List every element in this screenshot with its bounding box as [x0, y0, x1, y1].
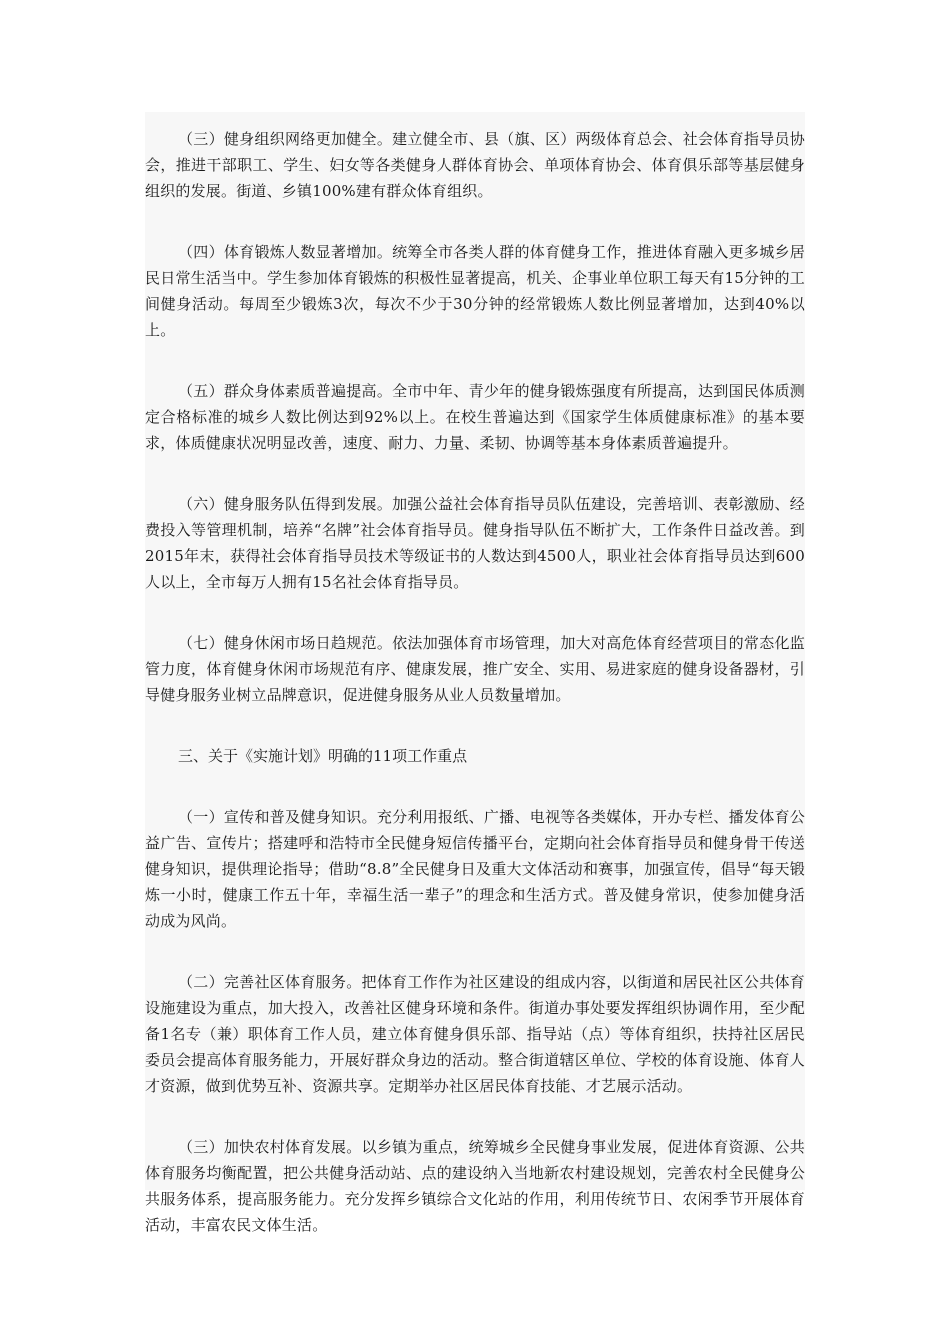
- spacer: [145, 769, 805, 804]
- paragraph-organization-network: （三）健身组织网络更加健全。建立健全市、县（旗、区）两级体育总会、社会体育指导员协会，推进干部职工、学生、妇女等各类健身人群体育协会、单项体育协会、体育俱乐部等基层健身组织的发展。街道、乡镇100%建有群众体育组织。: [145, 130, 805, 200]
- spacer: [145, 708, 805, 743]
- spacer: [145, 112, 805, 126]
- spacer: [145, 343, 805, 378]
- spacer: [145, 204, 805, 239]
- paragraph-rural-sports: （三）加快农村体育发展。以乡镇为重点，统筹城乡全民健身事业发展，促进体育资源、公共体育服务均衡配置，把公共健身活动站、点的建设纳入当地新农村建设规划，完善农村全民健身公共服务体系，提高服务能力。充分发挥乡镇综合文化站的作用，利用传统节日、农闲季节开展体育活动，丰富农民文体生活。: [145, 1138, 805, 1234]
- document-page: [145, 112, 805, 1234]
- document-body: [145, 112, 805, 1238]
- paragraph-service-team: （六）健身服务队伍得到发展。加强公益社会体育指导员队伍建设，完善培训、表彰激励、经费投入等管理机制，培养“名牌”社会体育指导员。健身指导队伍不断扩大，工作条件日益改善。到2015年末，获得社会体育指导员技术等级证书的人数达到4500人，职业社会体育指导员达到600人以上，全市每万人拥有15名社会体育指导员。: [145, 495, 805, 591]
- spacer: [145, 456, 805, 491]
- spacer: [145, 1099, 805, 1134]
- paragraph-exercise-participation: （四）体育锻炼人数显著增加。统筹全市各类人群的体育健身工作，推进体育融入更多城乡居民日常生活当中。学生参加体育锻炼的积极性显著提高，机关、企事业单位职工每天有15分钟的工间健身活动。每周至少锻炼3次，每次不少于30分钟的经常锻炼人数比例显著增加，达到40%以上。: [145, 243, 805, 339]
- paragraph-physical-fitness: （五）群众身体素质普遍提高。全市中年、青少年的健身锻炼强度有所提高，达到国民体质测定合格标准的城乡人数比例达到92%以上。在校生普遍达到《国家学生体质健康标准》的基本要求，体质健康状况明显改善，速度、耐力、力量、柔韧、协调等基本身体素质普遍提升。: [145, 382, 805, 452]
- section-heading: 三、关于《实施计划》明确的11项工作重点: [178, 747, 468, 765]
- spacer: [145, 934, 805, 969]
- paragraph-promotion: （一）宣传和普及健身知识。充分利用报纸、广播、电视等各类媒体，开办专栏、播发体育公益广告、宣传片；搭建呼和浩特市全民健身短信传播平台，定期向社会体育指导员和健身骨干传送健身知识，提供理论指导；借助“8.8”全民健身日及重大文体活动和赛事，加强宣传，倡导“每天锻炼一小时，健康工作五十年，幸福生活一辈子”的理念和生活方式。普及健身常识，使参加健身活动成为风尚。: [145, 808, 805, 930]
- paragraph-community-sports: （二）完善社区体育服务。把体育工作作为社区建设的组成内容，以街道和居民社区公共体育设施建设为重点，加大投入，改善社区健身环境和条件。街道办事处要发挥组织协调作用，至少配备1名专（兼）职体育工作人员，建立体育健身俱乐部、指导站（点）等体育组织，扶持社区居民委员会提高体育服务能力，开展好群众身边的活动。整合街道辖区单位、学校的体育设施、体育人才资源，做到优势互补、资源共享。定期举办社区居民体育技能、才艺展示活动。: [145, 973, 805, 1095]
- paragraph-leisure-market: （七）健身休闲市场日趋规范。依法加强体育市场管理，加大对高危体育经营项目的常态化监管力度，体育健身休闲市场规范有序、健康发展，推广安全、实用、易进家庭的健身设备器材，引导健身服务业树立品牌意识，促进健身服务从业人员数量增加。: [145, 634, 805, 704]
- spacer: [145, 595, 805, 630]
